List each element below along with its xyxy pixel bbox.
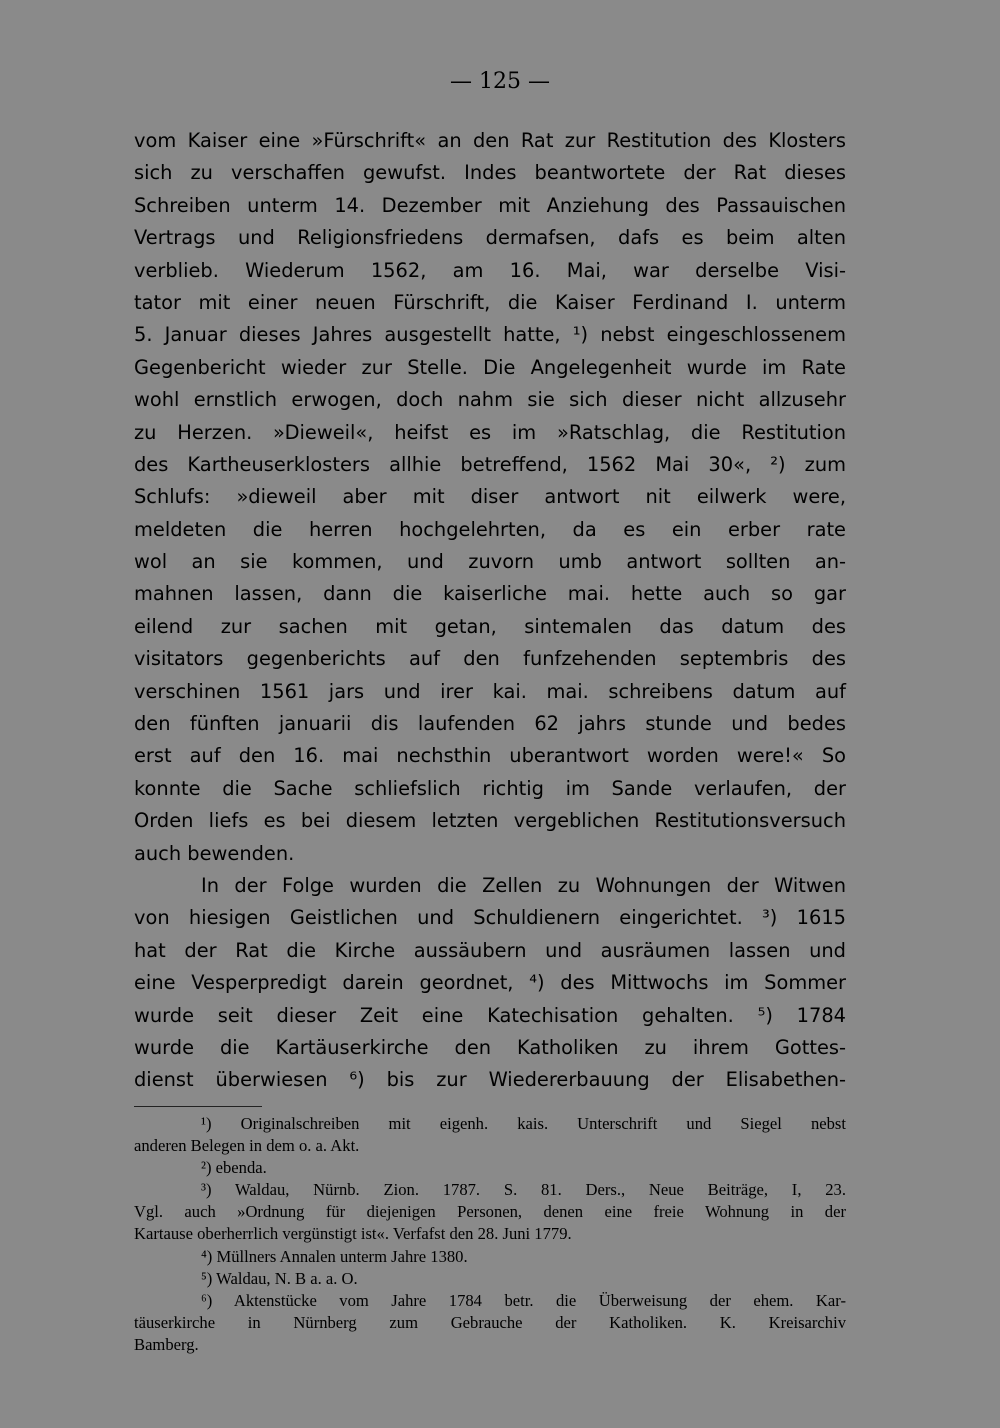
text-line: vom Kaiser eine »Fürschrift« an den Rat zur Restitution des Klosters (134, 129, 846, 152)
text-line: sich zu verschaffen gewufst. Indes beantwortete der Rat dieses (134, 161, 846, 185)
text-line: wohl ernstlich erwogen, doch nahm sie sich dieser nicht allzusehr (134, 388, 846, 412)
text-line: Schlufs: »dieweil aber mit diser antwort nit eilwerk were, (134, 485, 846, 509)
text-line: tator mit einer neuen Fürschrift, die Kaiser Ferdinand I. unterm (134, 290, 846, 314)
footnote-line: Bamberg. (134, 1334, 199, 1354)
text-line: verblieb. Wiederum 1562, am 16. Mai, war derselbe Visi- (134, 258, 846, 282)
footnote-line: ²) ebenda. (201, 1158, 267, 1178)
text-line: wurde die Kartäuserkirche den Katholiken zu ihrem Gottes- (134, 1035, 846, 1059)
text-line: wol an sie kommen, und zuvorn umb antwort sollten an- (134, 550, 846, 574)
text-line: dienst überwiesen ⁶) bis zur Wiedererbauung der Elisabethen- (134, 1068, 846, 1092)
footnote-line: ⁶) Aktenstücke vom Jahre 1784 betr. die Überweisung der ehem. Kar- (201, 1290, 846, 1310)
page-number: — 125 — (450, 69, 550, 94)
text-line: konnte die Sache schliefslich richtig im Sande verlaufen, der (134, 776, 846, 800)
text-line: verschinen 1561 jars und irer kai. mai. schreibens datum auf (134, 679, 846, 703)
footnote-line: anderen Belegen in dem o. a. Akt. (134, 1136, 360, 1156)
footnote-line: ⁵) Waldau, N. B a. a. O. (201, 1268, 358, 1288)
footnote-line: täuserkirche in Nürnberg zum Gebrauche der Katholiken. K. Kreisarchiv (134, 1312, 846, 1332)
text-line: hat der Rat die Kirche aussäubern und ausräumen lassen und (134, 938, 846, 962)
text-line: von hiesigen Geistlichen und Schuldienern eingerichtet. ³) 1615 (134, 906, 846, 930)
body-text (134, 125, 846, 1097)
text-line: 5. Januar dieses Jahres ausgestellt hatte, ¹) nebst eingeschlossenem (134, 323, 846, 347)
text-line: In der Folge wurden die Zellen zu Wohnungen der Witwen (201, 873, 846, 897)
text-line: erst auf den 16. mai nechsthin uberantwort worden were!« So (134, 744, 846, 768)
text-line: Gegenbericht wieder zur Stelle. Die Angelegenheit wurde im Rate (134, 355, 846, 379)
footnote-line: Vgl. auch »Ordnung für diejenigen Personen, denen eine freie Wohnung in der (134, 1202, 846, 1222)
text-line: mahnen lassen, dann die kaiserliche mai. hette auch so gar (134, 582, 846, 606)
text-line: meldeten die herren hochgelehrten, da es ein erber rate (134, 517, 846, 541)
text-line: Orden liefs es bei diesem letzten vergeblichen Restitutionsversuch (134, 809, 846, 833)
text-line: Schreiben unterm 14. Dezember mit Anziehung des Passauischen (134, 193, 846, 217)
text-line: wurde seit dieser Zeit eine Katechisation gehalten. ⁵) 1784 (134, 1003, 846, 1027)
footnote-divider (134, 1106, 262, 1107)
footnote-line: ³) Waldau, Nürnb. Zion. 1787. S. 81. Ders., Neue Beiträge, I, 23. (201, 1180, 846, 1200)
footnote-line: Kartause oberherrlich vergünstigt ist«. Verfafst den 28. Juni 1779. (134, 1224, 572, 1244)
text-line: Vertrags und Religionsfriedens dermafsen, dafs es beim alten (134, 226, 846, 250)
text-line: visitators gegenberichts auf den funfzehenden septembris des (134, 647, 846, 671)
footnote-line: ¹) Originalschreiben mit eigenh. kais. Unterschrift und Siegel nebst (201, 1114, 846, 1133)
text-line: den fünften januarii dis laufenden 62 jahrs stunde und bedes (134, 712, 846, 736)
text-line: eilend zur sachen mit getan, sintemalen das datum des (134, 614, 846, 638)
footnotes (134, 1113, 846, 1356)
footnote-line: ⁴) Müllners Annalen unterm Jahre 1380. (201, 1246, 468, 1266)
text-line: auch bewenden. (134, 841, 295, 865)
text-line: eine Vesperpredigt darein geordnet, ⁴) des Mittwochs im Sommer (134, 971, 846, 995)
text-line: zu Herzen. »Dieweil«, heifst es im »Ratschlag, die Restitution (134, 420, 846, 444)
text-line: des Kartheuserklosters allhie betreffend, 1562 Mai 30«, ²) zum (134, 452, 846, 476)
